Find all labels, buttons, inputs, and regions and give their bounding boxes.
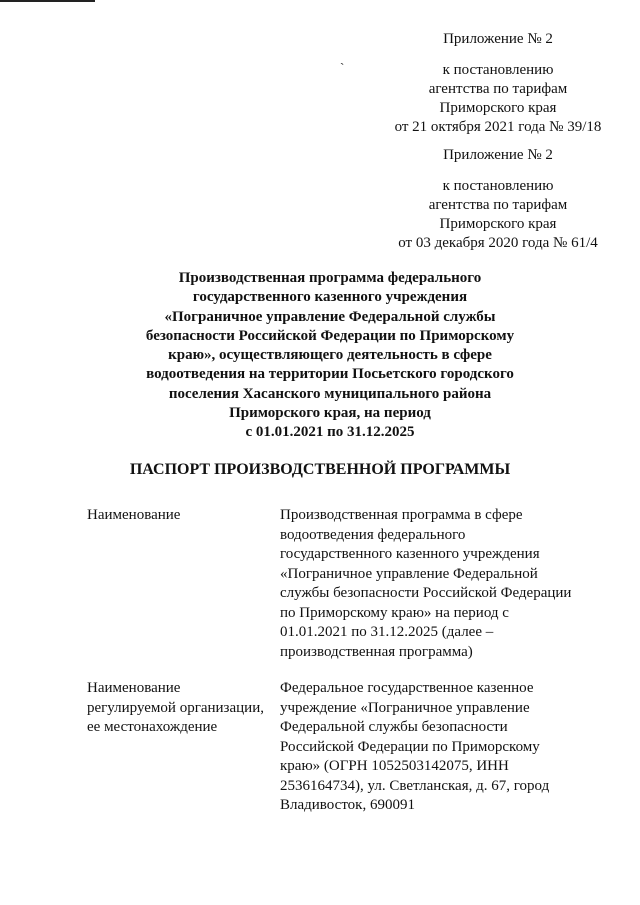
title-line: поселения Хасанского муниципального района — [168, 385, 492, 402]
appendix-line: агентства по тарифам — [428, 81, 568, 97]
label-line: Наименование — [87, 507, 181, 523]
value-line: Федеральное государственное казенное — [280, 680, 534, 696]
label-line: регулируемой организации, — [87, 699, 264, 716]
scan-speck: ˋ — [340, 60, 345, 75]
value-line: Владивосток, 690091 — [280, 797, 415, 813]
appendix-line: Приморского края — [439, 100, 557, 116]
title-line: государственного казенного учреждения — [192, 289, 468, 306]
value-line: 01.01.2021 по 31.12.2025 (далее – — [280, 624, 494, 640]
value-line: 2536164734), ул. Светланская, д. 67, город — [280, 777, 550, 794]
passport-row-label — [87, 506, 272, 526]
appendix-line: к постановлению — [442, 62, 554, 78]
appendix-header-current — [378, 30, 618, 137]
value-line: Производственная программа в сфере — [280, 507, 523, 523]
value-line: по Приморскому краю» на период с — [280, 604, 509, 621]
title-line: Приморского края, на период — [229, 405, 431, 422]
document-title — [120, 269, 540, 443]
title-line: Производственная программа федерального — [178, 270, 482, 286]
title-line: краю», осуществляющего деятельность в сфере — [168, 347, 492, 364]
value-line: службы безопасности Российской Федерации — [280, 585, 572, 601]
value-line: водоотведения федерального — [280, 526, 466, 543]
passport-row-value — [280, 506, 580, 662]
label-line: ее местонахождение — [87, 719, 218, 735]
title-line: водоотведения на территории Посьетского городского — [146, 366, 514, 383]
title-line: с 01.01.2021 по 31.12.2025 — [245, 424, 415, 441]
passport-heading: ПАСПОРТ ПРОИЗВОДСТВЕННОЙ ПРОГРАММЫ — [129, 461, 511, 478]
value-line: государственного казенного учреждения — [280, 546, 540, 562]
value-line: учреждение «Пограничное управление — [280, 699, 530, 716]
appendix-heading: Приложение № 2 — [443, 31, 553, 47]
passport-row-value — [280, 679, 580, 816]
appendix-line: агентства по тарифам — [428, 197, 568, 213]
value-line: краю» (ОГРН 1052503142075, ИНН — [280, 758, 509, 774]
appendix-line: к постановлению — [442, 178, 554, 194]
value-line: Российской Федерации по Приморскому — [280, 738, 540, 755]
scan-edge-mark — [0, 0, 95, 2]
passport-row-label — [87, 679, 272, 738]
title-line: «Пограничное управление Федеральной службы — [164, 308, 496, 325]
title-line: безопасности Российской Федерации по Приморскому — [145, 327, 515, 344]
value-line: производственная программа) — [280, 643, 473, 660]
label-line: Наименование — [87, 680, 181, 696]
appendix-line: Приморского края — [439, 216, 557, 232]
value-line: Федеральной службы безопасности — [280, 719, 508, 735]
appendix-heading: Приложение № 2 — [443, 147, 553, 163]
value-line: «Пограничное управление Федеральной — [280, 565, 538, 582]
appendix-line: от 21 октября 2021 года № 39/18 — [394, 119, 602, 135]
appendix-line: от 03 декабря 2020 года № 61/4 — [398, 235, 598, 251]
appendix-header-previous — [378, 146, 618, 253]
